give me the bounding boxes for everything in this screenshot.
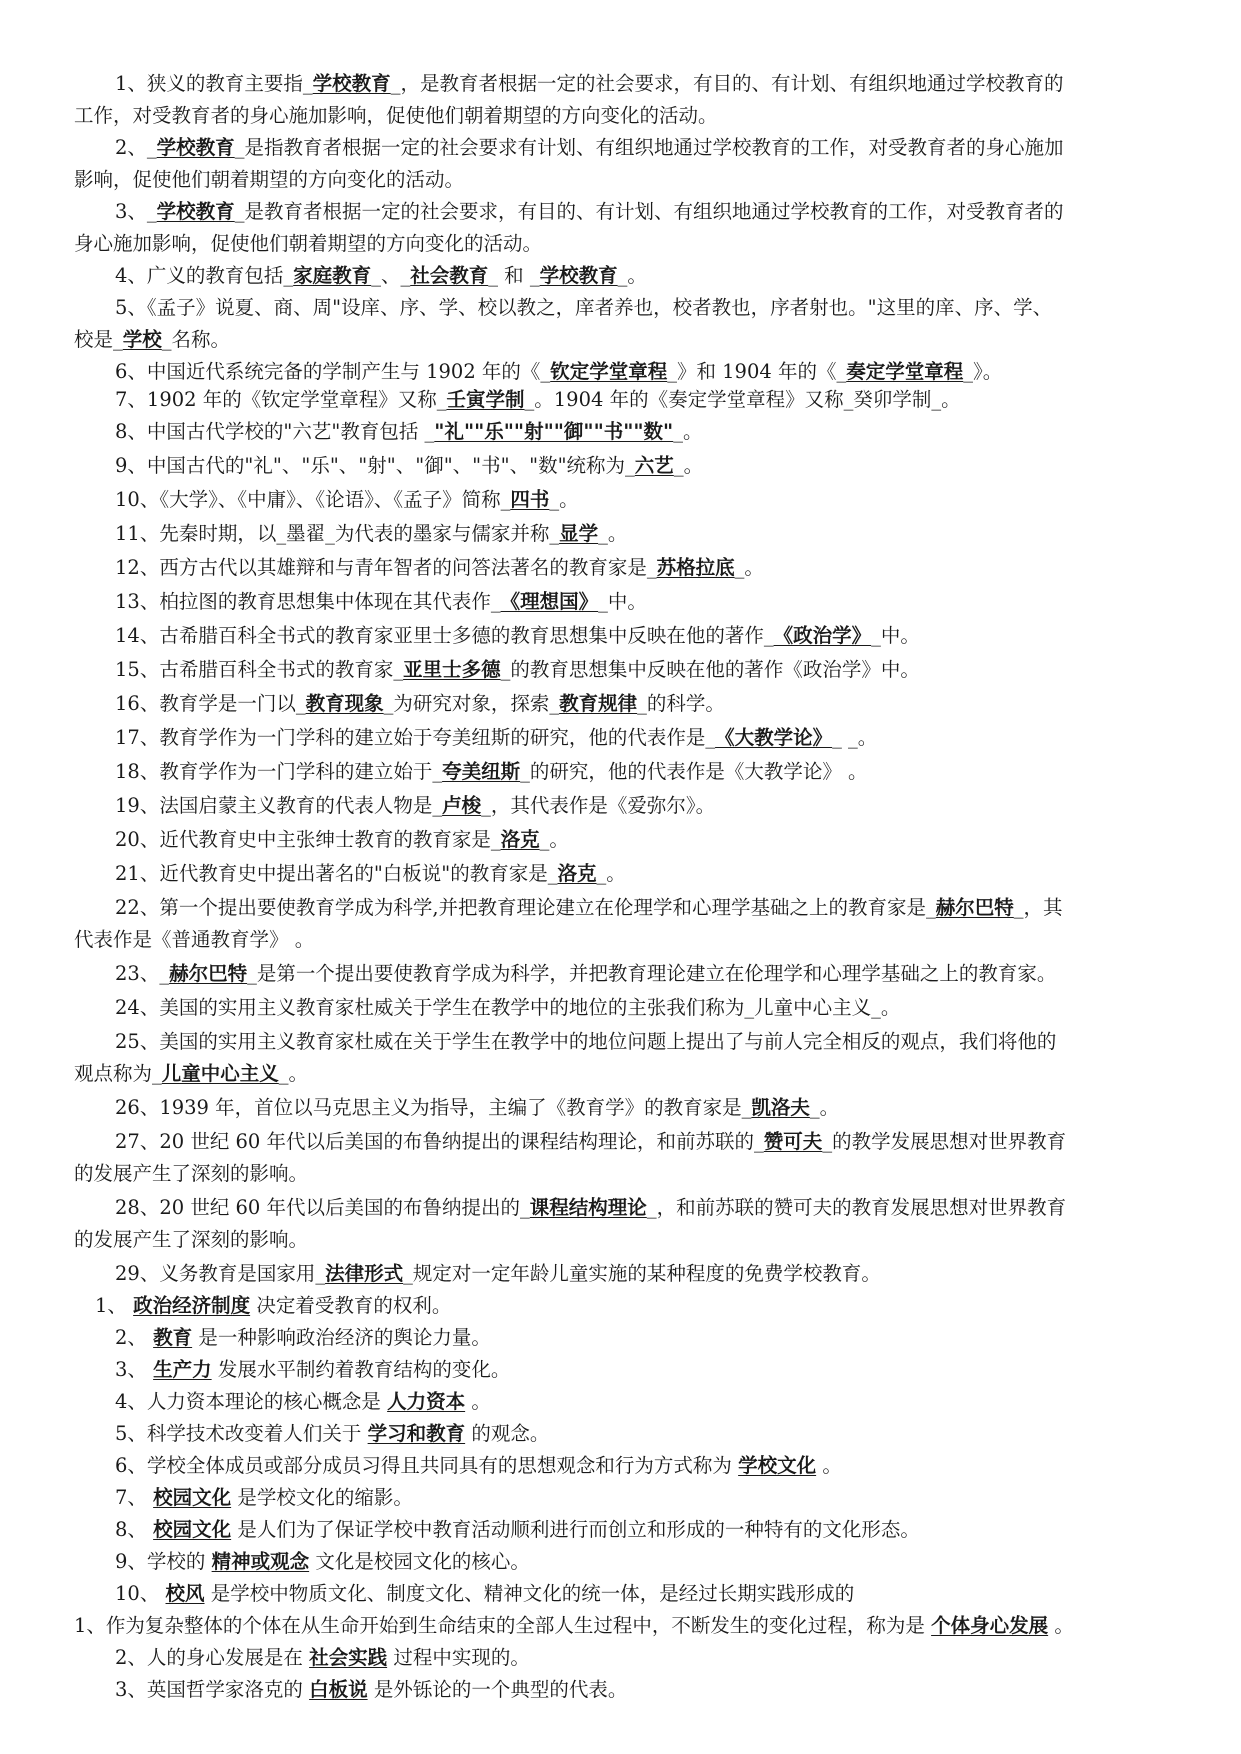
- text-line: [115, 292, 1175, 324]
- question-text: _名称。: [161, 328, 231, 351]
- question-text: 3、英国哲学家洛克的: [115, 1678, 310, 1701]
- text-line: [115, 484, 1175, 516]
- text-line: [115, 68, 1175, 100]
- text-line: [115, 196, 1175, 228]
- question-text: _为研究对象，探索_: [383, 692, 560, 715]
- answer-text: 钦定学堂章程: [550, 360, 668, 383]
- question-text: 过程中实现的。: [387, 1646, 530, 1669]
- text-line: [115, 1322, 1175, 1354]
- text-line: [115, 1092, 1175, 1124]
- answer-text: 学校教育: [156, 136, 235, 159]
- question-text: _中。: [871, 624, 920, 647]
- text-line: [115, 1482, 1175, 1514]
- text-line: [74, 324, 1174, 356]
- question-text: _的科学。: [637, 692, 725, 715]
- text-line: [115, 1546, 1175, 1578]
- answer-text: 洛克: [557, 862, 597, 885]
- question-text: 28、20 世纪 60 年代以后美国的布鲁纳提出的_: [115, 1196, 530, 1219]
- question-text: 6、中国近代系统完备的学制产生与 1902 年的《_: [115, 360, 551, 383]
- question-text: 。: [465, 1390, 491, 1413]
- answer-text: 凯洛夫: [751, 1096, 810, 1119]
- answer-text: 《理想国》: [500, 590, 599, 613]
- question-text: 4、人力资本理论的核心概念是: [115, 1390, 388, 1413]
- answer-text: 学校教育: [312, 72, 391, 95]
- text-line: [115, 756, 1175, 788]
- text-line: [115, 892, 1175, 924]
- answer-text: 六艺: [634, 454, 674, 477]
- answer-text: 学校教育: [539, 264, 618, 287]
- question-text: _，和前苏联的赞可夫的教育发展思想对世界教育: [646, 1196, 1067, 1219]
- text-line: [74, 100, 1174, 132]
- question-text: _的研究，他的代表作是《大教学论》 。: [520, 760, 868, 783]
- text-line: [115, 992, 1175, 1024]
- answer-text: 社会实践: [309, 1646, 388, 1669]
- question-text: 3、: [115, 1358, 154, 1381]
- question-text: _ 和 _: [488, 264, 540, 287]
- question-text: 观点称为_: [74, 1062, 162, 1085]
- answer-text: 白板说: [309, 1678, 368, 1701]
- question-text: 23、_: [115, 962, 170, 985]
- text-line: [115, 1642, 1175, 1674]
- question-text: 27、20 世纪 60 年代以后美国的布鲁纳提出的课程结构理论，和前苏联的_: [115, 1130, 764, 1153]
- text-line: [74, 1224, 1174, 1256]
- question-text: 的发展产生了深刻的影响。: [74, 1162, 309, 1185]
- answer-text: 社会教育: [410, 264, 489, 287]
- answer-text: 奏定学堂章程: [846, 360, 964, 383]
- question-text: 1、作为复杂整体的个体在从生命开始到生命结束的全部人生过程中，不断发生的变化过程，称为是: [74, 1614, 932, 1637]
- question-text: _。: [617, 264, 647, 287]
- question-text: 26、1939 年，首位以马克思主义为指导，主编了《教育学》的教育家是_: [115, 1096, 752, 1119]
- question-text: 3、_: [115, 200, 157, 223]
- answer-text: 人力资本: [387, 1390, 466, 1413]
- answer-text: 家庭教育: [293, 264, 372, 287]
- question-text: 8、: [115, 1518, 154, 1541]
- question-text: _。: [734, 556, 764, 579]
- text-line: [115, 1354, 1175, 1386]
- text-line: [115, 1450, 1175, 1482]
- answer-text: 赫尔巴特: [169, 962, 248, 985]
- answer-text: 学习和教育: [367, 1422, 466, 1445]
- text-line: [115, 1674, 1175, 1706]
- question-text: _，其代表作是《爱弥尔》。: [481, 794, 716, 817]
- question-text: _》。: [963, 360, 1003, 383]
- question-text: 29、义务教育是国家用_: [115, 1262, 326, 1285]
- text-line: [115, 260, 1175, 292]
- answer-text: 法律形式: [325, 1262, 404, 1285]
- question-text: 25、美国的实用主义教育家杜威在关于学生在教学中的地位问题上提出了与前人完全相反的观点，我们将他的: [115, 1030, 1057, 1053]
- answer-text: "礼""乐""射""御""书""数": [434, 420, 674, 443]
- question-text: _是教育者根据一定的社会要求，有目的、有计划、有组织地通过学校教育的工作，对受教育者的: [234, 200, 1064, 223]
- question-text: 工作，对受教育者的身心施加影响，促使他们朝着期望的方向变化的活动。: [74, 104, 718, 127]
- question-text: 身心施加影响，促使他们朝着期望的方向变化的活动。: [74, 232, 543, 255]
- question-text: 是外铄论的一个典型的代表。: [367, 1678, 628, 1701]
- question-text: 1、狭义的教育主要指_: [115, 72, 313, 95]
- question-text: 校是_: [74, 328, 123, 351]
- question-text: 2、_: [115, 136, 157, 159]
- question-text: 24、美国的实用主义教育家杜威关于学生在教学中的地位的主张我们称为_儿童中心主义_。: [115, 996, 901, 1019]
- question-text: 的发展产生了深刻的影响。: [74, 1228, 309, 1251]
- text-line: [74, 924, 1174, 956]
- question-text: 1、: [95, 1294, 134, 1317]
- question-text: _。: [549, 488, 579, 511]
- question-text: 2、人的身心发展是在: [115, 1646, 310, 1669]
- text-line: [115, 552, 1175, 584]
- question-text: 5、科学技术改变着人们关于: [115, 1422, 368, 1445]
- answer-text: 学校文化: [738, 1454, 817, 1477]
- text-line: [74, 164, 1174, 196]
- question-text: _中。: [598, 590, 647, 613]
- question-text: _的教学发展思想对世界教育: [822, 1130, 1067, 1153]
- text-line: [115, 384, 1175, 416]
- question-text: 15、古希腊百科全书式的教育家_: [115, 658, 404, 681]
- question-text: 22、第一个提出要使教育学成为科学,并把教育理论建立在伦理学和心理学基础之上的教育家是_: [115, 896, 936, 919]
- question-text: 10、《大学》、《中庸》、《论语》、《孟子》简称_: [115, 488, 511, 511]
- question-text: _。1904 年的《奏定学堂章程》又称_癸卯学制_。: [524, 388, 961, 411]
- question-text: 10、: [115, 1582, 166, 1605]
- text-line: [115, 1126, 1175, 1158]
- question-text: 代表作是《普通教育学》 。: [74, 928, 315, 951]
- question-text: _是指教育者根据一定的社会要求有计划、有组织地通过学校教育的工作，对受教育者的身心施加: [234, 136, 1064, 159]
- text-line: [115, 722, 1175, 754]
- text-line: [115, 518, 1175, 550]
- answer-text: 显学: [559, 522, 599, 545]
- question-text: 影响，促使他们朝着期望的方向变化的活动。: [74, 168, 465, 191]
- answer-text: 教育: [153, 1326, 193, 1349]
- text-line: [115, 1418, 1175, 1450]
- question-text: 7、: [115, 1486, 154, 1509]
- text-line: [74, 1610, 1174, 1642]
- question-text: _。: [596, 862, 626, 885]
- question-text: 是人们为了保证学校中教育活动顺利进行而创立和形成的一种特有的文化形态。: [231, 1518, 920, 1541]
- answer-text: 四书: [510, 488, 550, 511]
- answer-text: 政治经济制度: [133, 1294, 251, 1317]
- answer-text: 赞可夫: [763, 1130, 823, 1153]
- text-line: [115, 1192, 1175, 1224]
- question-text: 11、先秦时期，以_墨翟_为代表的墨家与儒家并称_: [115, 522, 560, 545]
- answer-text: 个体身心发展: [931, 1614, 1049, 1637]
- question-text: 是一种影响政治经济的舆论力量。: [192, 1326, 491, 1349]
- answer-text: 儿童中心主义: [161, 1062, 279, 1085]
- question-text: 7、1902 年的《钦定学堂章程》又称_: [115, 388, 447, 411]
- question-text: _是第一个提出要使教育学成为科学，并把教育理论建立在伦理学和心理学基础之上的教育家。: [247, 962, 1057, 985]
- question-text: 16、教育学是一门以_: [115, 692, 306, 715]
- text-line: [115, 824, 1175, 856]
- question-text: 14、古希腊百科全书式的教育家亚里士多德的教育思想集中反映在他的著作_: [115, 624, 774, 647]
- question-text: 19、法国启蒙主义教育的代表人物是_: [115, 794, 443, 817]
- question-text: 5、《孟子》说夏、商、周"设庠、序、学、校以教之，庠者养也，校者教也，序者射也。"这里的庠、序、学、: [115, 296, 1053, 319]
- question-text: 。: [1048, 1614, 1074, 1637]
- text-line: [115, 450, 1175, 482]
- text-line: [115, 1258, 1175, 1290]
- question-text: _，其: [1013, 896, 1063, 919]
- text-line: [115, 1514, 1175, 1546]
- question-text: _。: [673, 420, 703, 443]
- answer-text: 教育现象: [305, 692, 384, 715]
- question-text: 8、中国古代学校的"六艺"教育包括 _: [115, 420, 435, 443]
- text-line: [115, 620, 1175, 652]
- question-text: _。: [598, 522, 628, 545]
- text-line: [115, 586, 1175, 618]
- answer-text: 校风: [165, 1582, 205, 1605]
- question-text: 21、近代教育史中提出著名的"白板说"的教育家是_: [115, 862, 558, 885]
- answer-text: 教育规律: [559, 692, 638, 715]
- question-text: 文化是校园文化的核心。: [309, 1550, 530, 1573]
- question-text: 20、近代教育史中主张绅士教育的教育家是_: [115, 828, 501, 851]
- answer-text: 《大教学论》: [715, 726, 833, 749]
- question-text: 是学校文化的缩影。: [231, 1486, 413, 1509]
- text-line: [115, 688, 1175, 720]
- question-text: 。: [816, 1454, 842, 1477]
- question-text: _。: [673, 454, 704, 477]
- answer-text: 壬寅学制: [446, 388, 525, 411]
- question-text: _》和 1904 年的《_: [667, 360, 847, 383]
- question-text: _的教育思想集中反映在他的著作《政治学》中。: [500, 658, 920, 681]
- question-text: 2、: [115, 1326, 154, 1349]
- question-text: 18、教育学作为一门学科的建立始于_: [115, 760, 443, 783]
- question-text: _。: [809, 1096, 840, 1119]
- question-text: 4、广义的教育包括_: [115, 264, 294, 287]
- question-text: 17、教育学作为一门学科的建立始于夸美纽斯的研究，他的代表作是_: [115, 726, 716, 749]
- question-text: 9、学校的: [115, 1550, 212, 1573]
- text-line: [115, 416, 1175, 448]
- answer-text: 校园文化: [153, 1518, 232, 1541]
- answer-text: 学校: [122, 328, 162, 351]
- question-text: _ _。: [832, 726, 878, 749]
- question-text: 13、柏拉图的教育思想集中体现在其代表作_: [115, 590, 501, 613]
- question-text: 决定着受教育的权利。: [250, 1294, 452, 1317]
- answer-text: 夸美纽斯: [442, 760, 521, 783]
- text-line: [95, 1290, 1195, 1322]
- question-text: _规定对一定年龄儿童实施的某种程度的免费学校教育。: [403, 1262, 881, 1285]
- text-line: [115, 1026, 1175, 1058]
- text-line: [74, 1158, 1174, 1190]
- answer-text: 《政治学》: [773, 624, 872, 647]
- question-text: 12、西方古代以其雄辩和与青年智者的问答法著名的教育家是_: [115, 556, 657, 579]
- answer-text: 赫尔巴特: [935, 896, 1014, 919]
- question-text: _，是教育者根据一定的社会要求，有目的、有计划、有组织地通过学校教育的: [390, 72, 1064, 95]
- text-line: [115, 654, 1175, 686]
- answer-text: 洛克: [500, 828, 540, 851]
- question-text: 发展水平制约着教育结构的变化。: [211, 1358, 511, 1381]
- answer-text: 亚里士多德: [403, 658, 501, 681]
- text-line: [115, 132, 1175, 164]
- answer-text: 生产力: [153, 1358, 212, 1381]
- text-line: [115, 858, 1175, 890]
- question-text: 的观念。: [465, 1422, 550, 1445]
- text-line: [74, 228, 1174, 260]
- answer-text: 学校教育: [156, 200, 235, 223]
- answer-text: 课程结构理论: [529, 1196, 647, 1219]
- text-line: [115, 1386, 1175, 1418]
- text-line: [115, 790, 1175, 822]
- answer-text: 校园文化: [153, 1486, 232, 1509]
- question-text: 9、中国古代的"礼"、"乐"、"射"、"御"、"书"、"数"统称为_: [115, 454, 635, 477]
- text-line: [115, 958, 1175, 990]
- answer-text: 卢梭: [442, 794, 482, 817]
- question-text: _、_: [371, 264, 411, 287]
- question-text: _。: [539, 828, 569, 851]
- answer-text: 苏格拉底: [656, 556, 735, 579]
- text-line: [74, 1058, 1174, 1090]
- question-text: _。: [278, 1062, 309, 1085]
- question-text: 6、学校全体成员或部分成员习得且共同具有的思想观念和行为方式称为: [115, 1454, 739, 1477]
- question-text: 是学校中物质文化、制度文化、精神文化的统一体，是经过长期实践形成的: [204, 1582, 855, 1605]
- answer-text: 精神或观念: [211, 1550, 310, 1573]
- text-line: [115, 1578, 1175, 1610]
